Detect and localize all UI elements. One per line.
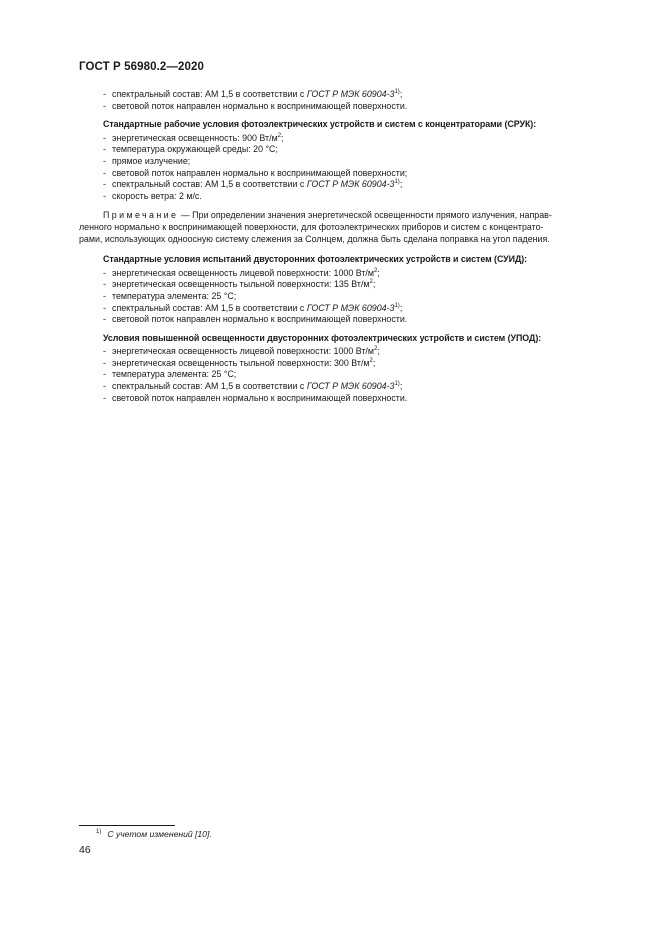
footnote-mark: 1) — [96, 829, 102, 835]
footnote-text: С учетом изменений [10]. — [107, 829, 212, 839]
list-item: - энергетическая освещенность лицевой поверхности: 1000 $Вт/м^2$; — [103, 346, 380, 357]
list-item: - температура элемента: 25 °С; — [103, 369, 237, 380]
list-item: - спектральный состав: АМ 1,5 в соответствии с ГОСТ Р МЭК 60904-3$^{1)}$; — [103, 89, 403, 99]
page-body — [79, 89, 587, 404]
section-3-list — [103, 268, 587, 326]
list-item: - световой поток направлен нормально к воспринимающей поверхности. — [103, 314, 408, 325]
list-item: - спектральный состав: АМ 1,5 в соответствии с ГОСТ Р МЭК 60904-3$^{1)}$; — [103, 179, 403, 190]
list-item: - скорость ветра: 2 м/с. — [103, 190, 202, 201]
list-item: - световой поток направлен нормально к воспринимающей поверхности; — [103, 167, 408, 178]
section-4-heading: Условия повышенной освещенности двусторонних фотоэлектрических устройств и систем (УПОД): — [103, 332, 542, 343]
section-2-heading: Стандартные рабочие условия фотоэлектрических устройств и систем с концентраторами (СРУК): — [103, 119, 537, 130]
list-item: - световой поток направлен нормально к воспринимающей поверхности. — [103, 392, 408, 403]
list-item: - энергетическая освещенность лицевой поверхности: 1000 $Вт/м^2$; — [103, 267, 380, 278]
document-header: ГОСТ Р 56980.2—2020 — [79, 61, 204, 73]
list-dash: - — [103, 89, 106, 99]
list-dash: - — [103, 100, 106, 111]
page-number: 46 — [79, 844, 91, 856]
list-item: - спектральный состав: АМ 1,5 в соответствии с ГОСТ Р МЭК 60904-3$^{1)}$; — [103, 302, 403, 313]
section-2-list — [103, 133, 587, 203]
footnote — [96, 829, 212, 839]
list-item: - температура окружающей среды: 20 °С; — [103, 144, 278, 155]
list-item: - энергетическая освещенность тыльной поверхности: 300 $Вт/м^2$; — [103, 357, 376, 368]
section-3-heading: Стандартные условия испытаний двусторонних фотоэлектрических устройств и систем (СУИД): — [103, 254, 528, 265]
section-4-list — [103, 346, 587, 404]
section-1-list — [103, 89, 587, 112]
note-label: Примечание — [103, 210, 179, 221]
footnote-divider — [79, 825, 175, 826]
list-item: - энергетическая освещенность тыльной поверхности: 135 $Вт/м^2$; — [103, 279, 376, 290]
note-paragraph: Примечание — При определении значения энергетической освещенности прямого излучения, направ- ленного нормально к воспринимающей поверхности, для фотоэлектрических приборов и систем с концентрато- рами, использующих одноосную систему слежения за Солнцем, должна быть сделана поправка на угол падения. — [79, 210, 552, 244]
list-item: - прямое излучение; — [103, 155, 191, 166]
list-item: - спектральный состав: АМ 1,5 в соответствии с ГОСТ Р МЭК 60904-3$^{1)}$; — [103, 381, 403, 392]
list-item: - световой поток направлен нормально к воспринимающей поверхности. — [103, 100, 408, 111]
list-item: - энергетическая освещенность: 900 $Вт/м^2$; — [103, 132, 284, 143]
list-item: - температура элемента: 25 °С; — [103, 290, 237, 301]
